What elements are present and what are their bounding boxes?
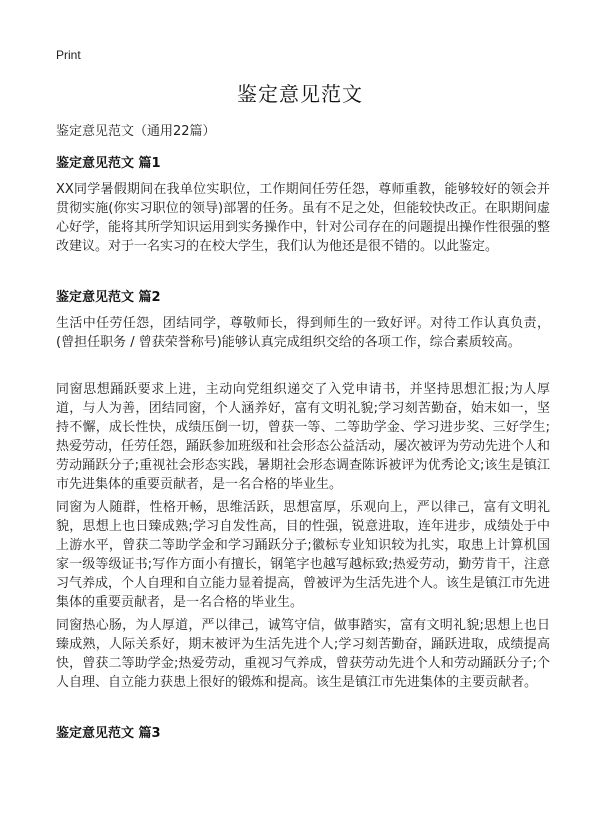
section-heading-3: 鉴定意见范文 篇3: [56, 726, 161, 741]
document-subtitle: 鉴定意见范文（通用22篇）: [56, 124, 216, 139]
section-heading-1: 鉴定意见范文 篇1: [56, 156, 161, 171]
section-2-paragraph-3: 同窗为人随群，性格开畅，思维活跃，思想富厚，乐观向上，严以律己，富有文明礼貌，思想上也日臻成熟;学习自发性高，目的性强，锐意进取，连年进步，成绩处于中上游水平，曾获二等助学金和学习踊跃分子;徽标专业知识较为扎实，取患上计算机国家一级等级证书;写作方面小有擅长，钢笔字也越写越标致;热爱劳动，勤劳肯干，注意习气养成，个人自理和自立能力显着提高，曾被评为生活先进个人。该生是镇江市先进集体的重要贡献者，是一名合格的毕业生。: [56, 500, 551, 610]
document-title: 鉴定意见范文: [237, 82, 363, 106]
print-label: Print: [56, 48, 81, 62]
section-1-paragraph-1: XX同学暑假期间在我单位实职位，工作期间任劳任怨，尊师重教，能够较好的领会并贯彻实施(你实习职位的领导)部署的任务。虽有不足之处，但能较快改正。在职期间虚心好学，能将其所学知识运用到实务操作中，针对公司存在的问题提出操作性很强的整改建议。对于一名实习的在校大学生，我们认为他还是很不错的。以此鉴定。: [56, 182, 551, 254]
section-2-paragraph-2: 同窗思想踊跃要求上进，主动向党组织递交了入党申请书，并坚持思想汇报;为人厚道，与人为善，团结同窗，个人涵养好，富有文明礼貌;学习刻苦勤奋，始末如一，坚持不懈，成长性快，成绩压倒一切，曾获一等、二等助学金、学习进步奖、三好学生;热爱劳动，任劳任怨，踊跃参加班级和社会形态公益活动，屡次被评为劳动先进个人和劳动踊跃分子;重视社会形态实践，暑期社会形态调查陈诉被评为优秀论文;该生是镇江市先进集体的重要贡献者，是一名合格的毕业生。: [56, 382, 551, 492]
section-heading-2: 鉴定意见范文 篇2: [56, 290, 161, 305]
section-2-paragraph-1: 生活中任劳任怨，团结同学，尊敬师长，得到师生的一致好评。对待工作认真负责，(曾担任职务 / 曾获荣誉称号)能够认真完成组织交给的各项工作，综合素质较高。: [56, 316, 550, 350]
section-2-paragraph-4: 同窗热心肠，为人厚道，严以律己，诚笃守信，做事踏实，富有文明礼貌;思想上也日臻成熟，人际关系好，期末被评为生活先进个人;学习刻苦勤奋，踊跃进取，成绩提高快，曾获二等助学金;热爱劳动，重视习气养成，曾获劳动先进个人和劳动踊跃分子;个人自理、自立能力获患上很好的锻炼和提高。该生是镇江市先进集体的主要贡献者。: [56, 618, 550, 690]
